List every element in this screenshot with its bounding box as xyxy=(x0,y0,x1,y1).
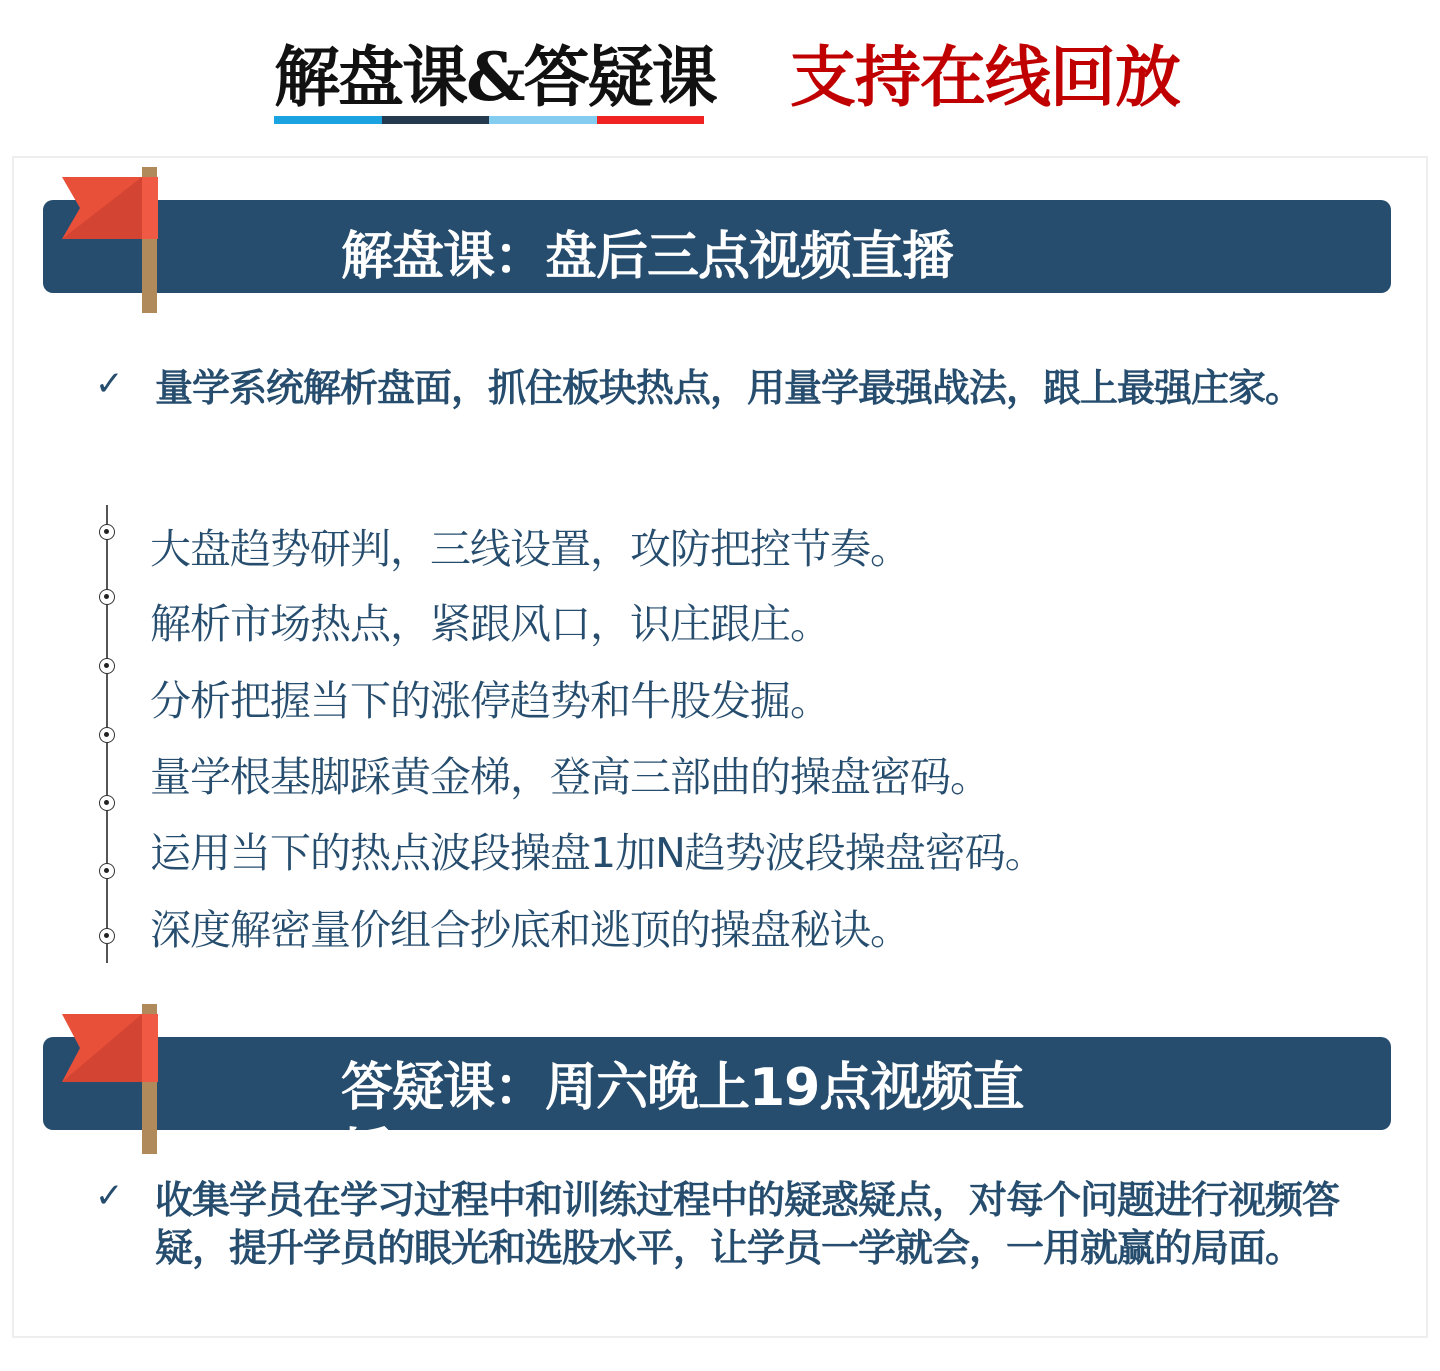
list-item: 量学根基脚踩黄金梯，登高三部曲的操盘密码。 xyxy=(150,753,990,801)
header xyxy=(0,0,1440,150)
flag-cloth xyxy=(62,177,160,241)
section1-banner-title: 解盘课：盘后三点视频直播 xyxy=(341,227,954,287)
list-item: 解析市场热点，紧跟风口，识庄跟庄。 xyxy=(150,600,830,648)
section1-check-text: 量学系统解析盘面，抓住板块热点，用量学最强战法，跟上最强庄家。 xyxy=(155,366,1303,410)
underline-segment-4 xyxy=(597,116,705,124)
underline-segment-3 xyxy=(489,116,597,124)
list-item: 深度解密量价组合抄底和逃顶的操盘秘诀。 xyxy=(150,906,910,954)
list-item: 运用当下的热点波段操盘1加N趋势波段操盘密码。 xyxy=(150,829,1045,877)
flag-icon xyxy=(62,167,172,317)
timeline-bullet-icon xyxy=(99,928,115,944)
underline-segment-2 xyxy=(382,116,490,124)
timeline-bullet-icon xyxy=(99,863,115,879)
section2-banner xyxy=(43,1037,1391,1184)
timeline-bullet-icon xyxy=(99,727,115,743)
timeline-bullet-icon xyxy=(99,795,115,811)
section1-banner xyxy=(43,200,1391,293)
timeline-bullet-icon xyxy=(99,589,115,605)
list-item: 大盘趋势研判，三线设置，攻防把控节奏。 xyxy=(150,525,910,573)
page-title: 解盘课&答疑课 xyxy=(274,38,716,116)
page-subtitle: 支持在线回放 xyxy=(790,38,1180,116)
list-item: 分析把握当下的涨停趋势和牛股发掘。 xyxy=(150,677,830,725)
timeline-bullet-icon xyxy=(99,524,115,540)
flag-cloth xyxy=(62,1014,160,1084)
check-icon: ✓ xyxy=(95,364,124,404)
section2-check-text: 收集学员在学习过程中和训练过程中的疑惑疑点，对每个问题进行视频答疑，提升学员的眼光和选股水平，让学员一学就会，一用就赢的局面。 xyxy=(155,1178,1340,1270)
flag-icon xyxy=(62,1004,172,1154)
timeline-bullet-icon xyxy=(99,658,115,674)
section2-banner-title: 答疑课：周六晚上19点视频直播 xyxy=(341,1058,1024,1184)
title-underline xyxy=(274,116,704,124)
check-icon: ✓ xyxy=(95,1176,124,1216)
underline-segment-1 xyxy=(274,116,382,124)
